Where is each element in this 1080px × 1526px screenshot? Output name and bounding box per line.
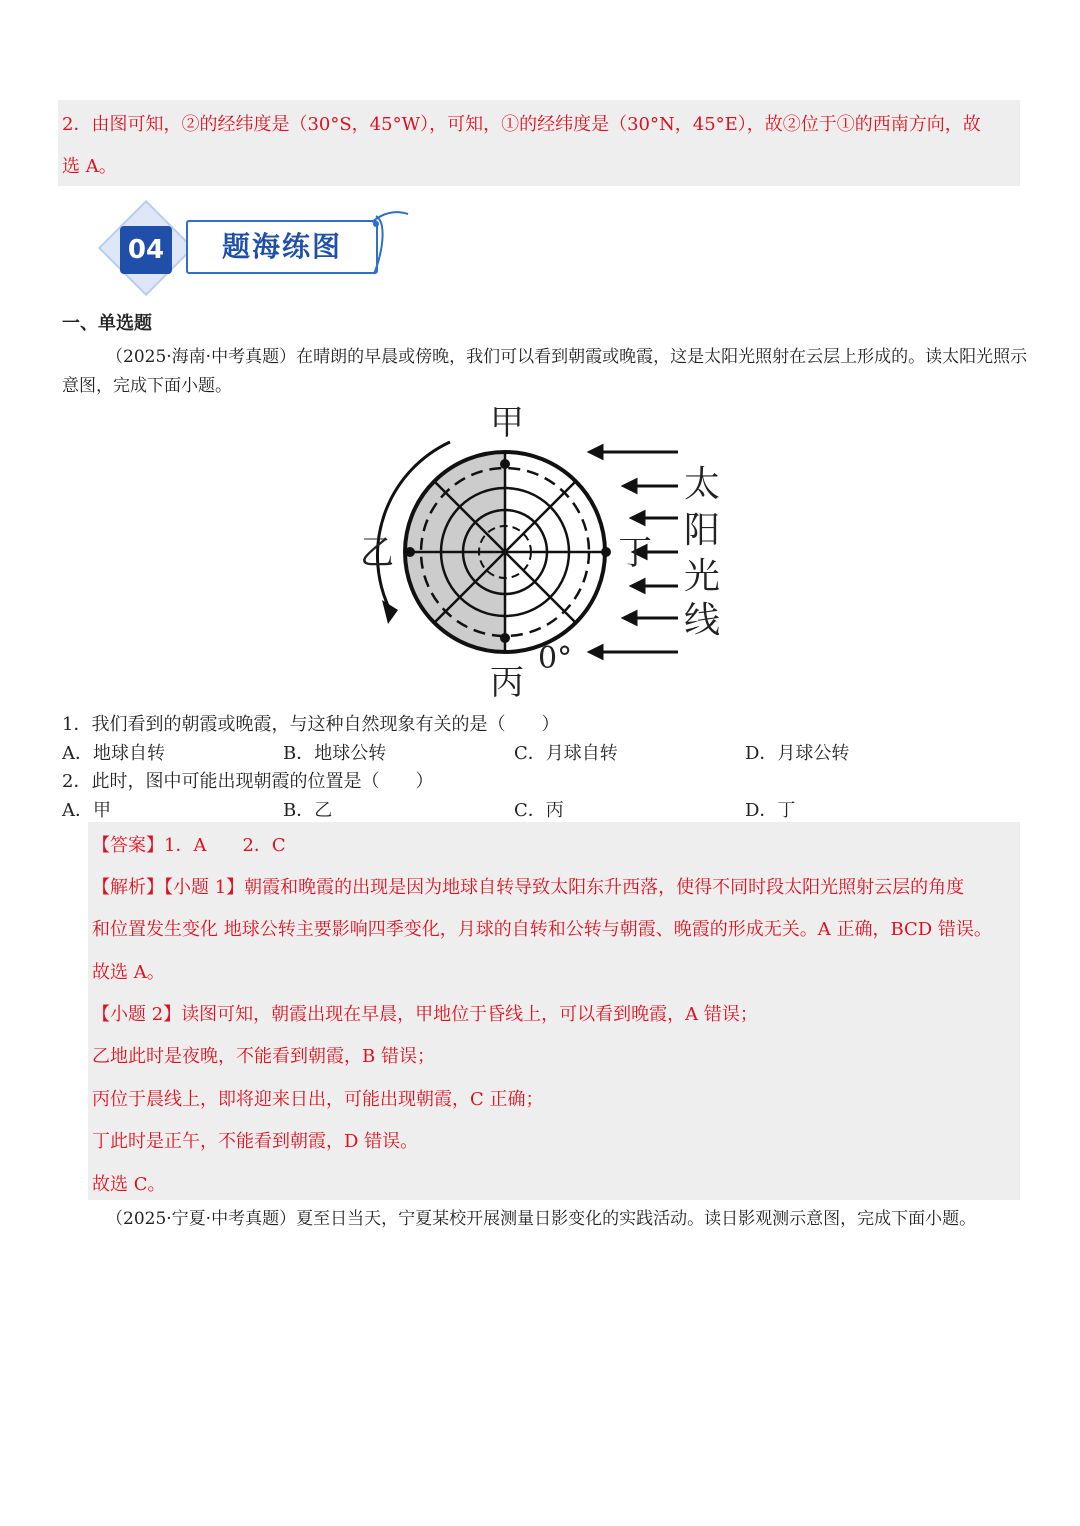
question-1-option-b[interactable]: B．地球公转 (283, 743, 387, 764)
analysis-line-6: 丙位于晨线上，即将迎来日出，可能出现朝霞，C 正确； (92, 1089, 544, 1110)
label-zero-degree: 0° (538, 641, 573, 676)
point-jia-dot (500, 459, 510, 469)
question-2-option-d[interactable]: D．丁 (745, 800, 796, 821)
point-bing-dot (500, 633, 510, 643)
question-1-stem: 1．我们看到的朝霞或晚霞，与这种自然现象有关的是（ ） (62, 714, 560, 735)
analysis-line-3: 故选 A。 (92, 962, 165, 983)
label-ding: 丁 (618, 533, 652, 573)
ribbon-decoration-icon (362, 208, 412, 280)
label-sun-2: 阳 (684, 510, 721, 551)
analysis-line-2: 和位置发生变化 地球公转主要影响四季变化，月球的自转和公转与朝霞、晚霞的形成无关。A 正确，BCD 错误。 (92, 919, 992, 940)
sunlight-diagram (340, 400, 740, 700)
part-title: 一、单选题 (62, 313, 152, 334)
label-sun-1: 太 (684, 464, 721, 505)
question-1-option-a[interactable]: A．地球自转 (62, 743, 165, 764)
question-2-option-a[interactable]: A．甲 (62, 800, 111, 821)
question-2-option-b[interactable]: B．乙 (283, 800, 333, 821)
analysis-line-7: 丁此时是正午，不能看到朝霞，D 错误。 (92, 1131, 419, 1152)
label-yi: 乙 (360, 533, 394, 573)
question-1-option-c[interactable]: C．月球自转 (514, 743, 618, 764)
section-number: 04 (120, 226, 172, 274)
previous-answer-line-2: 选 A。 (62, 156, 117, 177)
question-2-option-c[interactable]: C．丙 (514, 800, 564, 821)
previous-answer-line-1: 2．由图可知，②的经纬度是（30°S，45°W），可知，①的经纬度是（30°N，45°E），故②位于①的西南方向，故 (62, 114, 981, 135)
section-banner (106, 208, 406, 280)
label-sun-3: 光 (684, 556, 721, 597)
point-ding-dot (601, 547, 611, 557)
analysis-line-8: 故选 C。 (92, 1174, 166, 1195)
label-sun-4: 线 (684, 600, 721, 641)
analysis-line-4: 【小题 2】读图可知，朝霞出现在早晨，甲地位于昏线上，可以看到晚霞，A 错误； (92, 1004, 758, 1025)
answer-key: 【答案】1．A 2．C (92, 835, 286, 856)
label-jia: 甲 (490, 403, 524, 443)
question-2-stem: 2．此时，图中可能出现朝霞的位置是（ ） (62, 771, 434, 792)
question-intro-hainan: （2025·海南·中考真题）在晴朗的早晨或傍晚，我们可以看到朝霞或晚霞，这是太阳光照射在云层上形成的。读太阳光照示意图，完成下面小题。 (62, 347, 1028, 396)
section-title: 题海练图 (186, 220, 378, 274)
label-bing: 丙 (490, 663, 524, 700)
analysis-line-1: 【解析】【小题 1】朝霞和晚霞的出现是因为地球自转导致太阳东升西落，使得不同时段太阳光照射云层的角度 (92, 877, 965, 898)
question-intro-ningxia: （2025·宁夏·中考真题）夏至日当天，宁夏某校开展测量日影变化的实践活动。读日影观测示意图，完成下面小题。 (106, 1209, 977, 1229)
analysis-line-5: 乙地此时是夜晚，不能看到朝霞，B 错误； (92, 1046, 435, 1067)
question-1-option-d[interactable]: D．月球公转 (745, 743, 850, 764)
rotation-arrow-icon (382, 600, 398, 624)
point-yi-dot (405, 547, 415, 557)
